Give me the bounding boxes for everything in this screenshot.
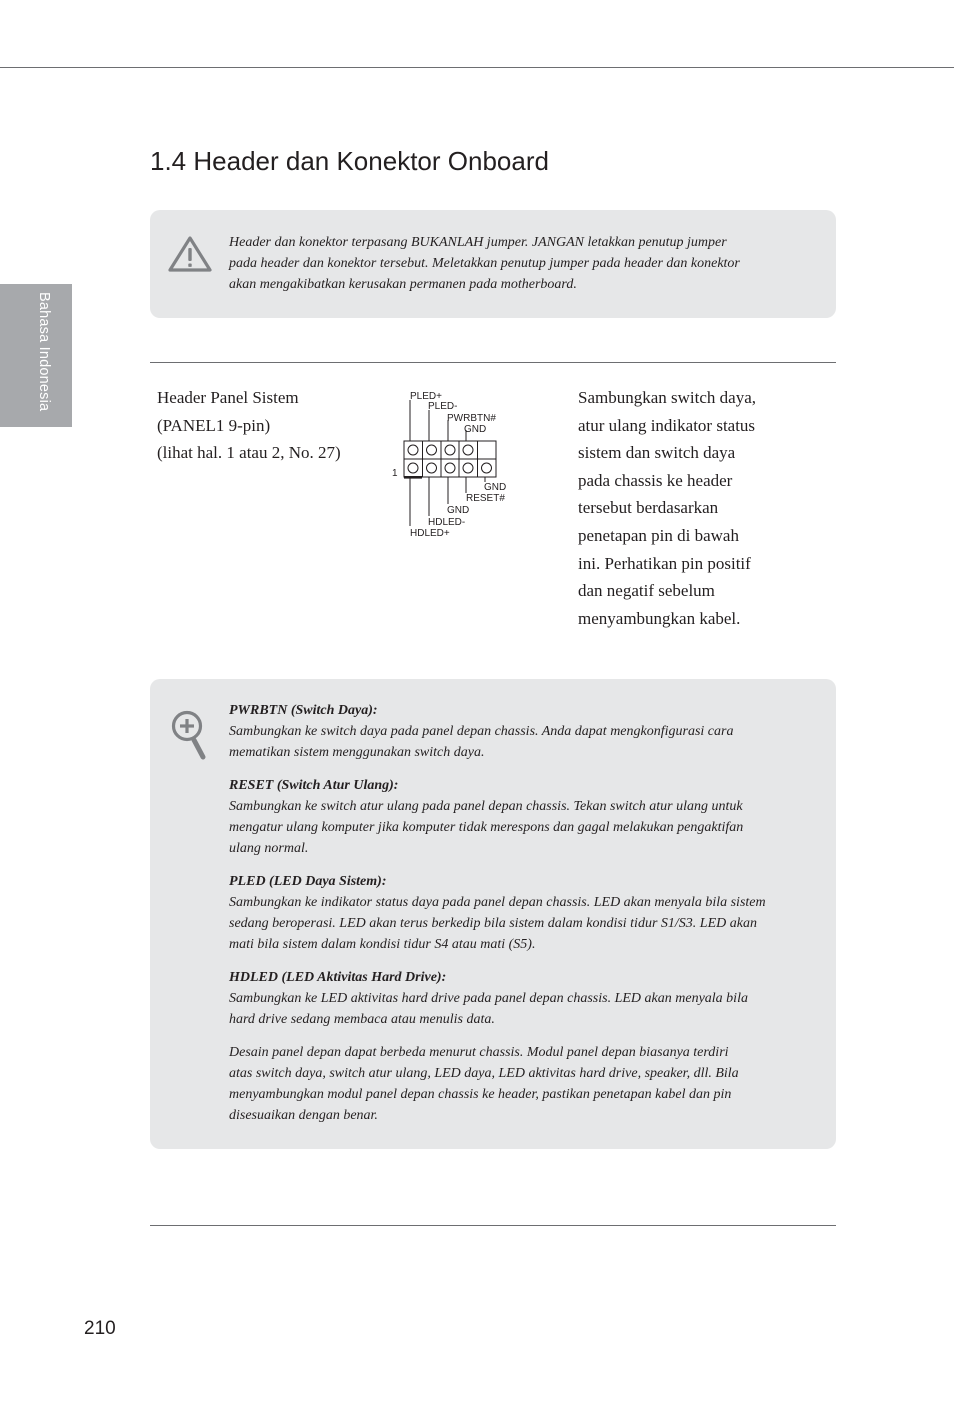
- warning-box: [150, 210, 836, 318]
- pin-label-pwrbtn: PWRBTN#: [447, 413, 496, 424]
- section-title: 1.4 Header dan Konektor Onboard: [150, 146, 549, 176]
- note-heading: PWRBTN (Switch Daya):: [229, 703, 378, 718]
- description-line: Sambungkan switch daya,: [578, 388, 756, 407]
- note-text: [229, 700, 799, 1138]
- pin-label-pled-plus: PLED+: [410, 391, 442, 402]
- pin-label-hdled-minus: HDLED-: [428, 517, 466, 528]
- note-line: Desain panel depan dapat berbeda menurut chassis. Modul panel depan biasanya terdiri: [229, 1045, 729, 1060]
- panel-header-title: [157, 384, 341, 467]
- note-line: atas switch daya, switch atur ulang, LED daya, LED aktivitas hard drive, speaker, dll. Bila: [229, 1066, 739, 1081]
- note-line: mematikan sistem menggunakan switch daya.: [229, 745, 485, 760]
- pin-label-hdled-plus: HDLED+: [410, 528, 450, 539]
- warning-line: pada header dan konektor tersebut. Meletakkan penutup jumper pada header dan konektor: [229, 256, 740, 271]
- warning-line: akan mengakibatkan kerusakan permanen pada motherboard.: [229, 277, 577, 292]
- note-line: hard drive sedang membaca atau menulis data.: [229, 1012, 495, 1027]
- note-line: sedang beroperasi. LED akan terus berkedip bila sistem dalam kondisi tidur S1/S3. LED akan: [229, 916, 757, 931]
- description-line: atur ulang indikator status: [578, 415, 756, 435]
- note-line: ulang normal.: [229, 841, 309, 856]
- language-tab: [0, 284, 72, 427]
- note-pled: [229, 871, 799, 955]
- pin-label-gnd-top: GND: [464, 424, 487, 435]
- note-box: [150, 679, 836, 1149]
- note-hdled: [229, 967, 799, 1030]
- note-reset: [229, 775, 799, 859]
- description-line: dan negatif sebelum: [578, 581, 715, 601]
- description-line: sistem dan switch daya: [578, 443, 736, 463]
- note-heading: HDLED (LED Aktivitas Hard Drive):: [229, 970, 447, 985]
- note-line: Sambungkan ke indikator status daya pada panel depan chassis. LED akan menyala bila sistem: [229, 895, 766, 910]
- note-line: mengatur ulang komputer jika komputer tidak merespons dan gagal melakukan pengaktifan: [229, 820, 744, 835]
- note-heading: RESET (Switch Atur Ulang):: [229, 778, 399, 793]
- description-line: menyambungkan kabel.: [578, 608, 741, 628]
- top-rule: [0, 67, 954, 68]
- description-line: ini. Perhatikan pin positif: [578, 553, 751, 573]
- note-line: mati bila sistem dalam kondisi tidur S4 atau mati (S5).: [229, 937, 536, 952]
- note-line: Sambungkan ke LED aktivitas hard drive pada panel depan chassis. LED akan menyala bila: [229, 991, 748, 1006]
- pin-label-gnd-bottom: GND: [447, 505, 470, 516]
- panel1-pin-diagram: [388, 388, 528, 540]
- panel-header-description: [578, 384, 808, 632]
- magnifier-plus-icon: [170, 709, 208, 761]
- description-line: tersebut berdasarkan: [578, 498, 719, 518]
- language-tab-label: Bahasa Indonesia: [36, 292, 52, 412]
- warning-text: [229, 232, 789, 295]
- note-pwrbtn: [229, 700, 799, 763]
- pin-label-pin-one: 1: [392, 468, 398, 479]
- description-line: penetapan pin di bawah: [578, 525, 739, 545]
- panel-header-line: Header Panel Sistem: [157, 388, 299, 407]
- pin-label-pled-minus: PLED-: [428, 401, 458, 412]
- note-heading: PLED (LED Daya Sistem):: [229, 874, 387, 889]
- warning-triangle-icon: [167, 235, 213, 273]
- pin-label-reset: RESET#: [466, 493, 505, 504]
- pin-label-gnd-right: GND: [484, 482, 507, 493]
- bottom-divider: [150, 1225, 836, 1226]
- section-divider: [150, 362, 836, 363]
- panel-header-line: (lihat hal. 1 atau 2, No. 27): [157, 443, 341, 462]
- note-line: Sambungkan ke switch daya pada panel depan chassis. Anda dapat mengkonfigurasi cara: [229, 724, 734, 739]
- note-general: [229, 1042, 799, 1126]
- description-line: pada chassis ke header: [578, 470, 733, 490]
- note-line: menyambungkan modul panel depan chassis ke header, pastikan penetapan kabel dan pin: [229, 1087, 732, 1102]
- note-line: Sambungkan ke switch atur ulang pada panel depan chassis. Tekan switch atur ulang untuk: [229, 799, 743, 814]
- page-number: 210: [84, 1318, 116, 1339]
- note-line: disesuaikan dengan benar.: [229, 1108, 378, 1123]
- panel-header-line: (PANEL1 9-pin): [157, 415, 271, 435]
- warning-line: Header dan konektor terpasang BUKANLAH jumper. JANGAN letakkan penutup jumper: [229, 235, 727, 250]
